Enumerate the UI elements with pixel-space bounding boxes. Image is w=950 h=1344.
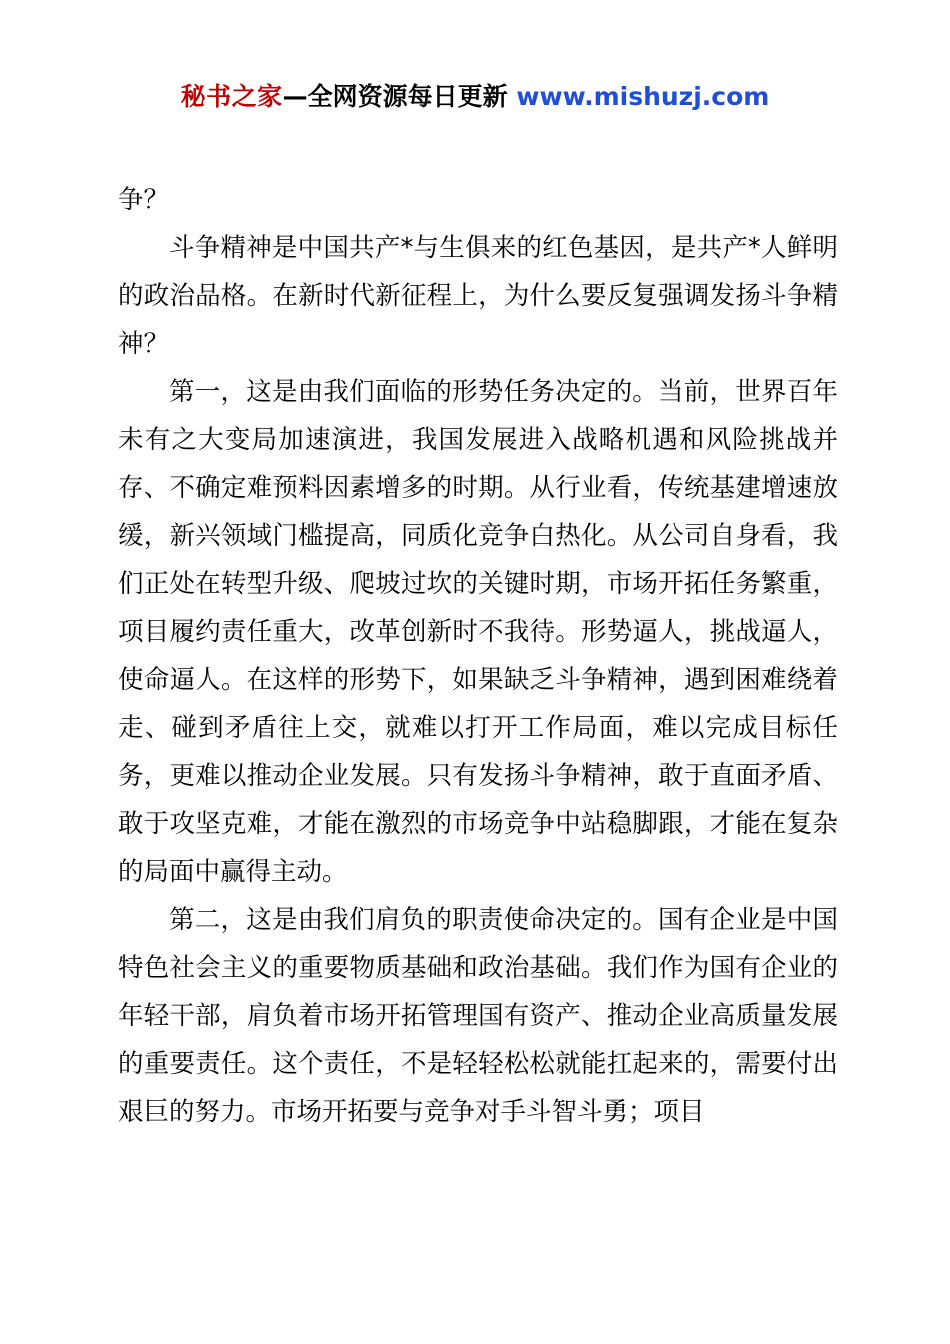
page-header — [0, 82, 950, 112]
site-url-link[interactable]: www.mishuzj.com — [516, 82, 770, 111]
site-brand-label: 秘书之家 — [180, 82, 283, 111]
paragraph: 第一，这是由我们面临的形势任务决定的。当前，世界百年未有之大变局加速演进，我国发展进入战略机遇和风险挑战并存、不确定难预料因素增多的时期。从行业看，传统基建增速放缓，新兴领域门槛提高，同质化竞争白热化。从公司自身看，我们正处在转型升级、爬坡过坎的关键时期，市场开拓任务繁重，项目履约责任重大，改革创新时不我待。形势逼人，挑战逼人，使命逼人。在这样的形势下，如果缺乏斗争精神，遇到困难绕着走、碰到矛盾往上交，就难以打开工作局面，难以完成目标任务，更难以推动企业发展。只有发扬斗争精神，敢于直面矛盾、敢于攻坚克难，才能在激烈的市场竞争中站稳脚跟，才能在复杂的局面中赢得主动。 — [118, 377, 838, 887]
paragraph: 第二，这是由我们肩负的职责使命决定的。国有企业是中国特色社会主义的重要物质基础和政治基础。我们作为国有企业的年轻干部，肩负着市场开拓管理国有资产、推动企业高质量发展的重要责任。这个责任，不是轻轻松松就能扛起来的，需要付出艰巨的努力。市场开拓要与竞争对手斗智斗勇；项目 — [118, 905, 838, 1127]
paragraph: 斗争精神是中国共产*与生俱来的红色基因，是共产*人鲜明的政治品格。在新时代新征程上，为什么要反复强调发扬斗争精神？ — [118, 233, 838, 359]
document-body — [118, 176, 838, 1136]
site-tagline-label: —全网资源每日更新 — [282, 82, 517, 111]
paragraph: 争？ — [118, 185, 170, 215]
